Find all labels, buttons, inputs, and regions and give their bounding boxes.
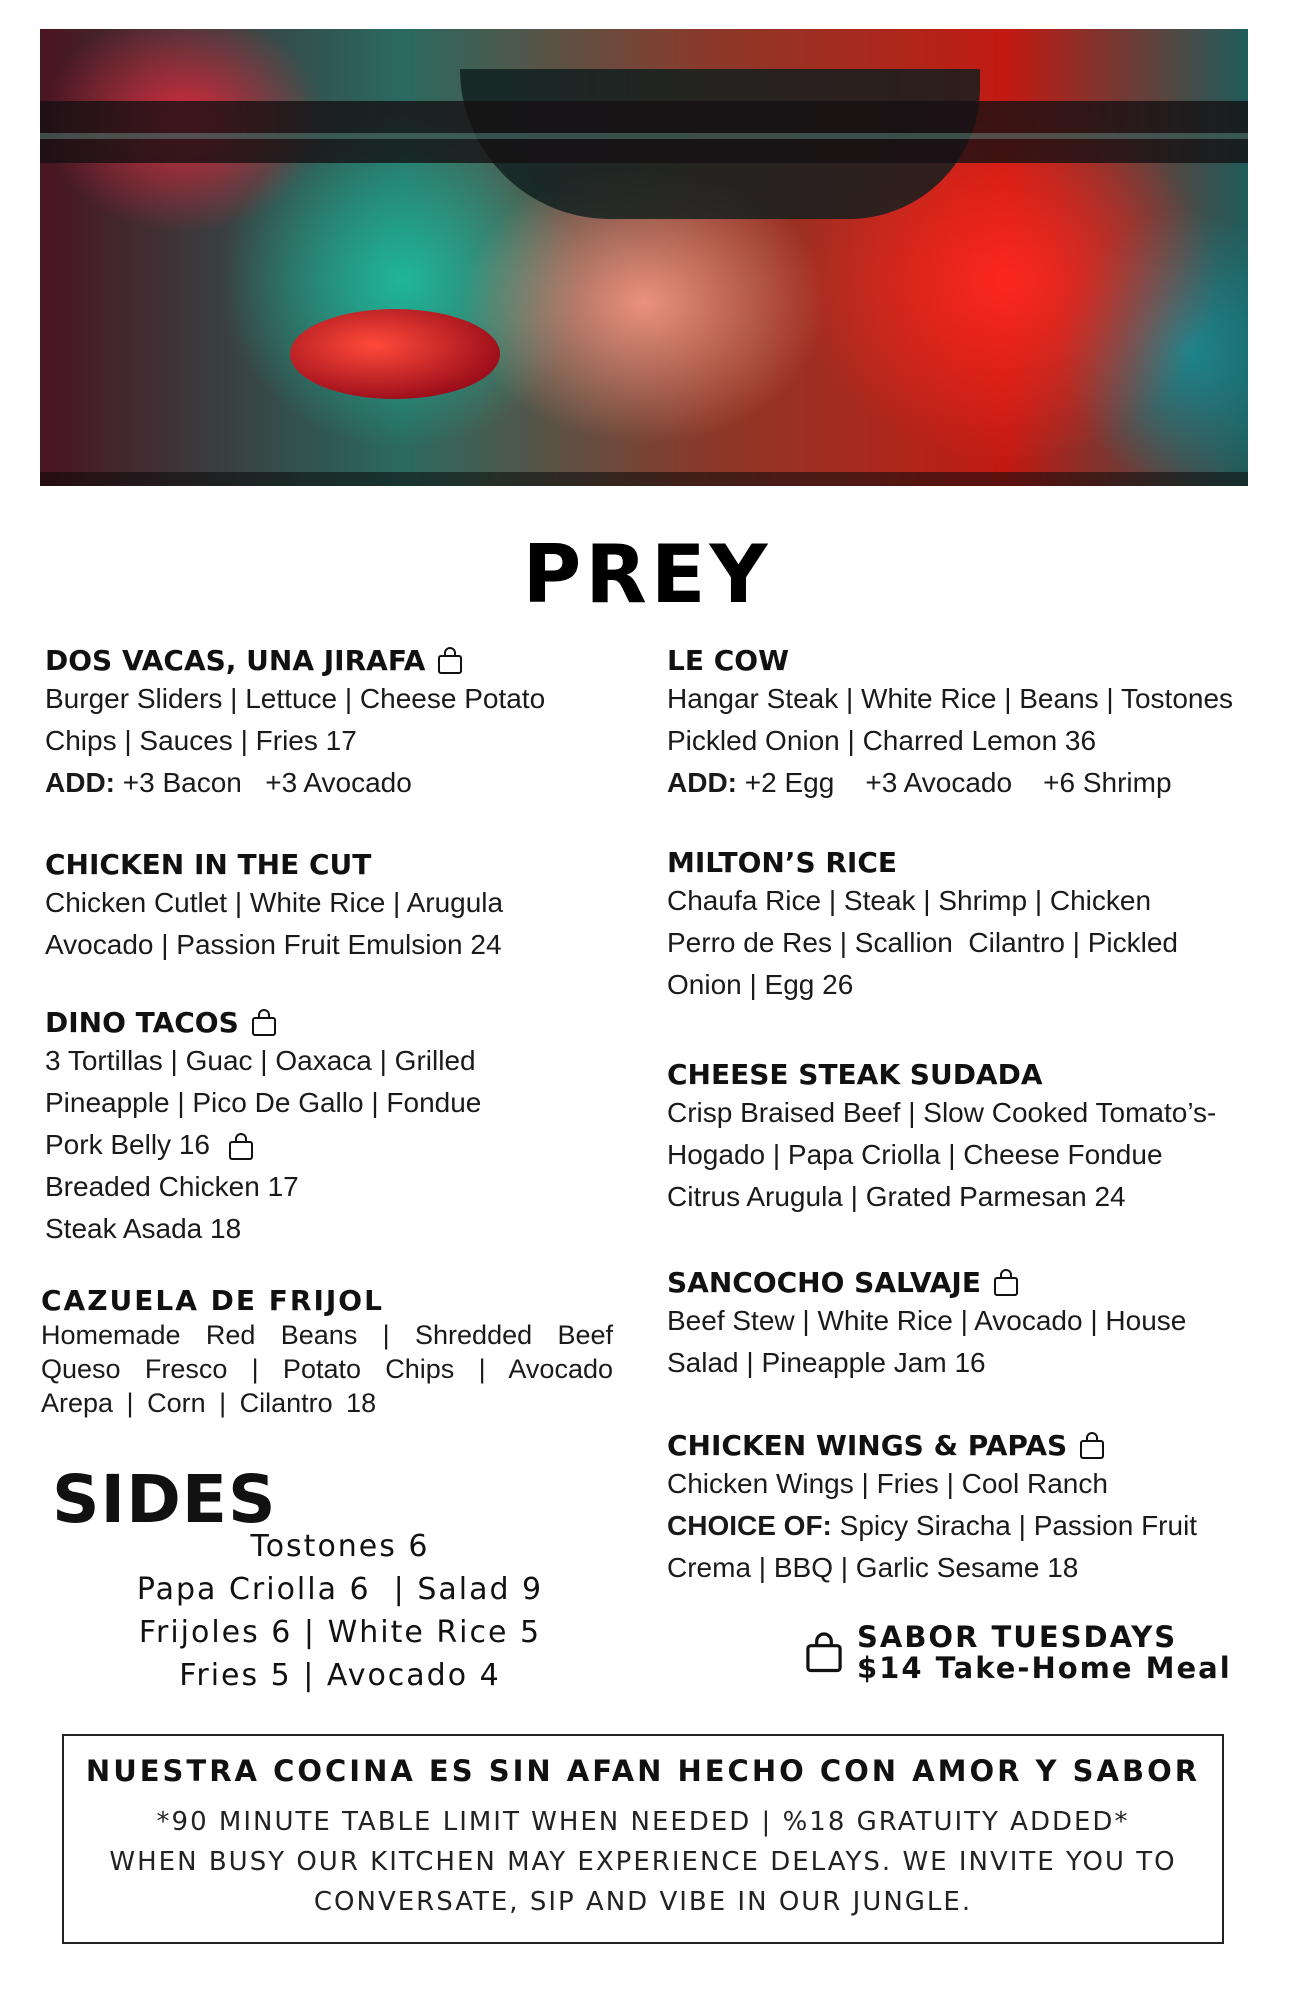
shopping-bag-icon [251,1009,277,1037]
menu-item-sancocho-salvaje [667,1266,1186,1384]
menu-item-desc-line: Perro de Res | Scallion Cilantro | Pickled [667,927,1178,958]
menu-item-desc-line: 3 Tortillas | Guac | Oaxaca | Grilled [45,1045,476,1076]
choice-label: CHOICE OF: [667,1510,832,1541]
shopping-bag-icon [805,1632,843,1674]
menu-item-addons [45,762,545,804]
hero-image [40,29,1248,486]
menu-item-title [45,1006,481,1040]
promo-text [857,1622,1232,1684]
menu-item-title [667,846,1178,880]
menu-item-title-text: MILTON’S RICE [667,846,898,879]
menu-item-title-text: CAZUELA DE FRIJOL [41,1284,384,1317]
menu-item-desc-line: Crema | BBQ | Garlic Sesame 18 [667,1552,1079,1583]
menu-item-cheese-steak-sudada [667,1058,1216,1218]
menu-item-title [667,1429,1197,1463]
menu-item-desc-line: Pickled Onion | Charred Lemon 36 [667,725,1097,756]
menu-item-cazuela-de-frijol [41,1284,613,1420]
choice-options: Spicy Siracha | Passion Fruit [831,1510,1198,1541]
add-label: ADD: [45,767,115,798]
menu-item-desc-line: Citrus Arugula | Grated Parmesan 24 [667,1181,1126,1212]
menu-item-title-text: LE COW [667,644,789,677]
menu-item-desc-line: Chicken Wings | Fries | Cool Ranch [667,1468,1108,1499]
side-item: Tostones 6 [250,1529,430,1564]
shopping-bag-icon [993,1269,1019,1297]
add-options: +2 Egg +3 Avocado +6 Shrimp [737,767,1172,798]
menu-item-description: Homemade Red Beans | Shredded Beef Queso Fresco | Potato Chips | Avocado Arepa | Corn | Cilantro 18 [41,1320,613,1418]
add-options: +3 Bacon +3 Avocado [115,767,412,798]
menu-item-title [667,1266,1186,1300]
shopping-bag-icon [228,1133,254,1161]
menu-item-le-cow [667,644,1233,804]
menu-item-title-text: CHEESE STEAK SUDADA [667,1058,1043,1091]
side-item: Fries 5 | Avocado 4 [179,1658,501,1693]
menu-item-title-text: SANCOCHO SALVAJE [667,1266,981,1299]
promo-line-2: $14 Take-Home Meal [857,1651,1232,1685]
menu-option [45,1124,481,1166]
menu-item-desc-line: Chaufa Rice | Steak | Shrimp | Chicken [667,885,1152,916]
menu-item-title [41,1284,613,1318]
menu-item-choice [667,1505,1197,1547]
menu-item-desc-line: Chips | Sauces | Fries 17 [45,725,357,756]
shopping-bag-icon [1079,1432,1105,1460]
side-item: Papa Criolla 6 | Salad 9 [136,1572,544,1607]
menu-item-title [45,848,503,882]
footer-notice-box [62,1734,1224,1944]
menu-item-addons [667,762,1233,804]
menu-option: Breaded Chicken 17 [45,1171,299,1202]
menu-item-title [667,644,1233,678]
menu-item-title [667,1058,1216,1092]
menu-item-dino-tacos [45,1006,481,1250]
menu-item-desc-line: Crisp Braised Beef | Slow Cooked Tomato’s- [667,1097,1217,1128]
menu-item-desc-line: Avocado | Passion Fruit Emulsion 24 [45,929,502,960]
menu-item-desc-line: Burger Sliders | Lettuce | Cheese Potato [45,683,546,714]
menu-option-text: Pork Belly 16 [45,1129,210,1160]
footer-line: *90 MINUTE TABLE LIMIT WHEN NEEDED | %18 GRATUITY ADDED* [156,1807,1130,1837]
menu-item-title-text: CHICKEN IN THE CUT [45,848,372,881]
menu-item-desc-line: Pineapple | Pico De Gallo | Fondue [45,1087,482,1118]
hero-glitch-line [40,133,1248,139]
sides-title: SIDES [52,1461,277,1538]
menu-item-desc-line: Onion | Egg 26 [667,969,854,1000]
menu-item-miltons-rice [667,846,1178,1006]
add-label: ADD: [667,767,737,798]
footer-line: WHEN BUSY OUR KITCHEN MAY EXPERIENCE DELAYS. WE INVITE YOU TO [109,1847,1177,1877]
promo-line-1: SABOR TUESDAYS [857,1620,1178,1654]
sabor-tuesdays-promo [805,1622,1232,1684]
shopping-bag-icon [437,647,463,675]
menu-item-desc-line: Hangar Steak | White Rice | Beans | Tostones [667,683,1234,714]
sides-list [120,1525,560,1697]
hero-lips-shape [290,309,500,399]
menu-option: Steak Asada 18 [45,1213,242,1244]
menu-item-title-text: DOS VACAS, UNA JIRAFA [45,644,426,677]
footer-headline: NUESTRA COCINA ES SIN AFAN HECHO CON AMOR Y SABOR [85,1754,1201,1788]
footer-line: CONVERSATE, SIP AND VIBE IN OUR JUNGLE. [313,1887,973,1917]
menu-item-chicken-in-the-cut [45,848,503,966]
brand-title: PREY [522,528,772,621]
menu-item-dos-vacas [45,644,545,804]
menu-item-chicken-wings-papas [667,1429,1197,1589]
menu-item-desc-line: Beef Stew | White Rice | Avocado | House [667,1305,1187,1336]
menu-item-desc-line: Hogado | Papa Criolla | Cheese Fondue [667,1139,1163,1170]
hero-bottom-band [40,472,1248,486]
side-item: Frijoles 6 | White Rice 5 [138,1615,542,1650]
hero-glitch-band [40,101,1248,163]
menu-item-title [45,644,545,678]
menu-item-title-text: DINO TACOS [45,1006,239,1039]
menu-item-desc-line: Chicken Cutlet | White Rice | Arugula [45,887,504,918]
menu-item-desc-line: Salad | Pineapple Jam 16 [667,1347,986,1378]
menu-item-title-text: CHICKEN WINGS & PAPAS [667,1429,1068,1462]
